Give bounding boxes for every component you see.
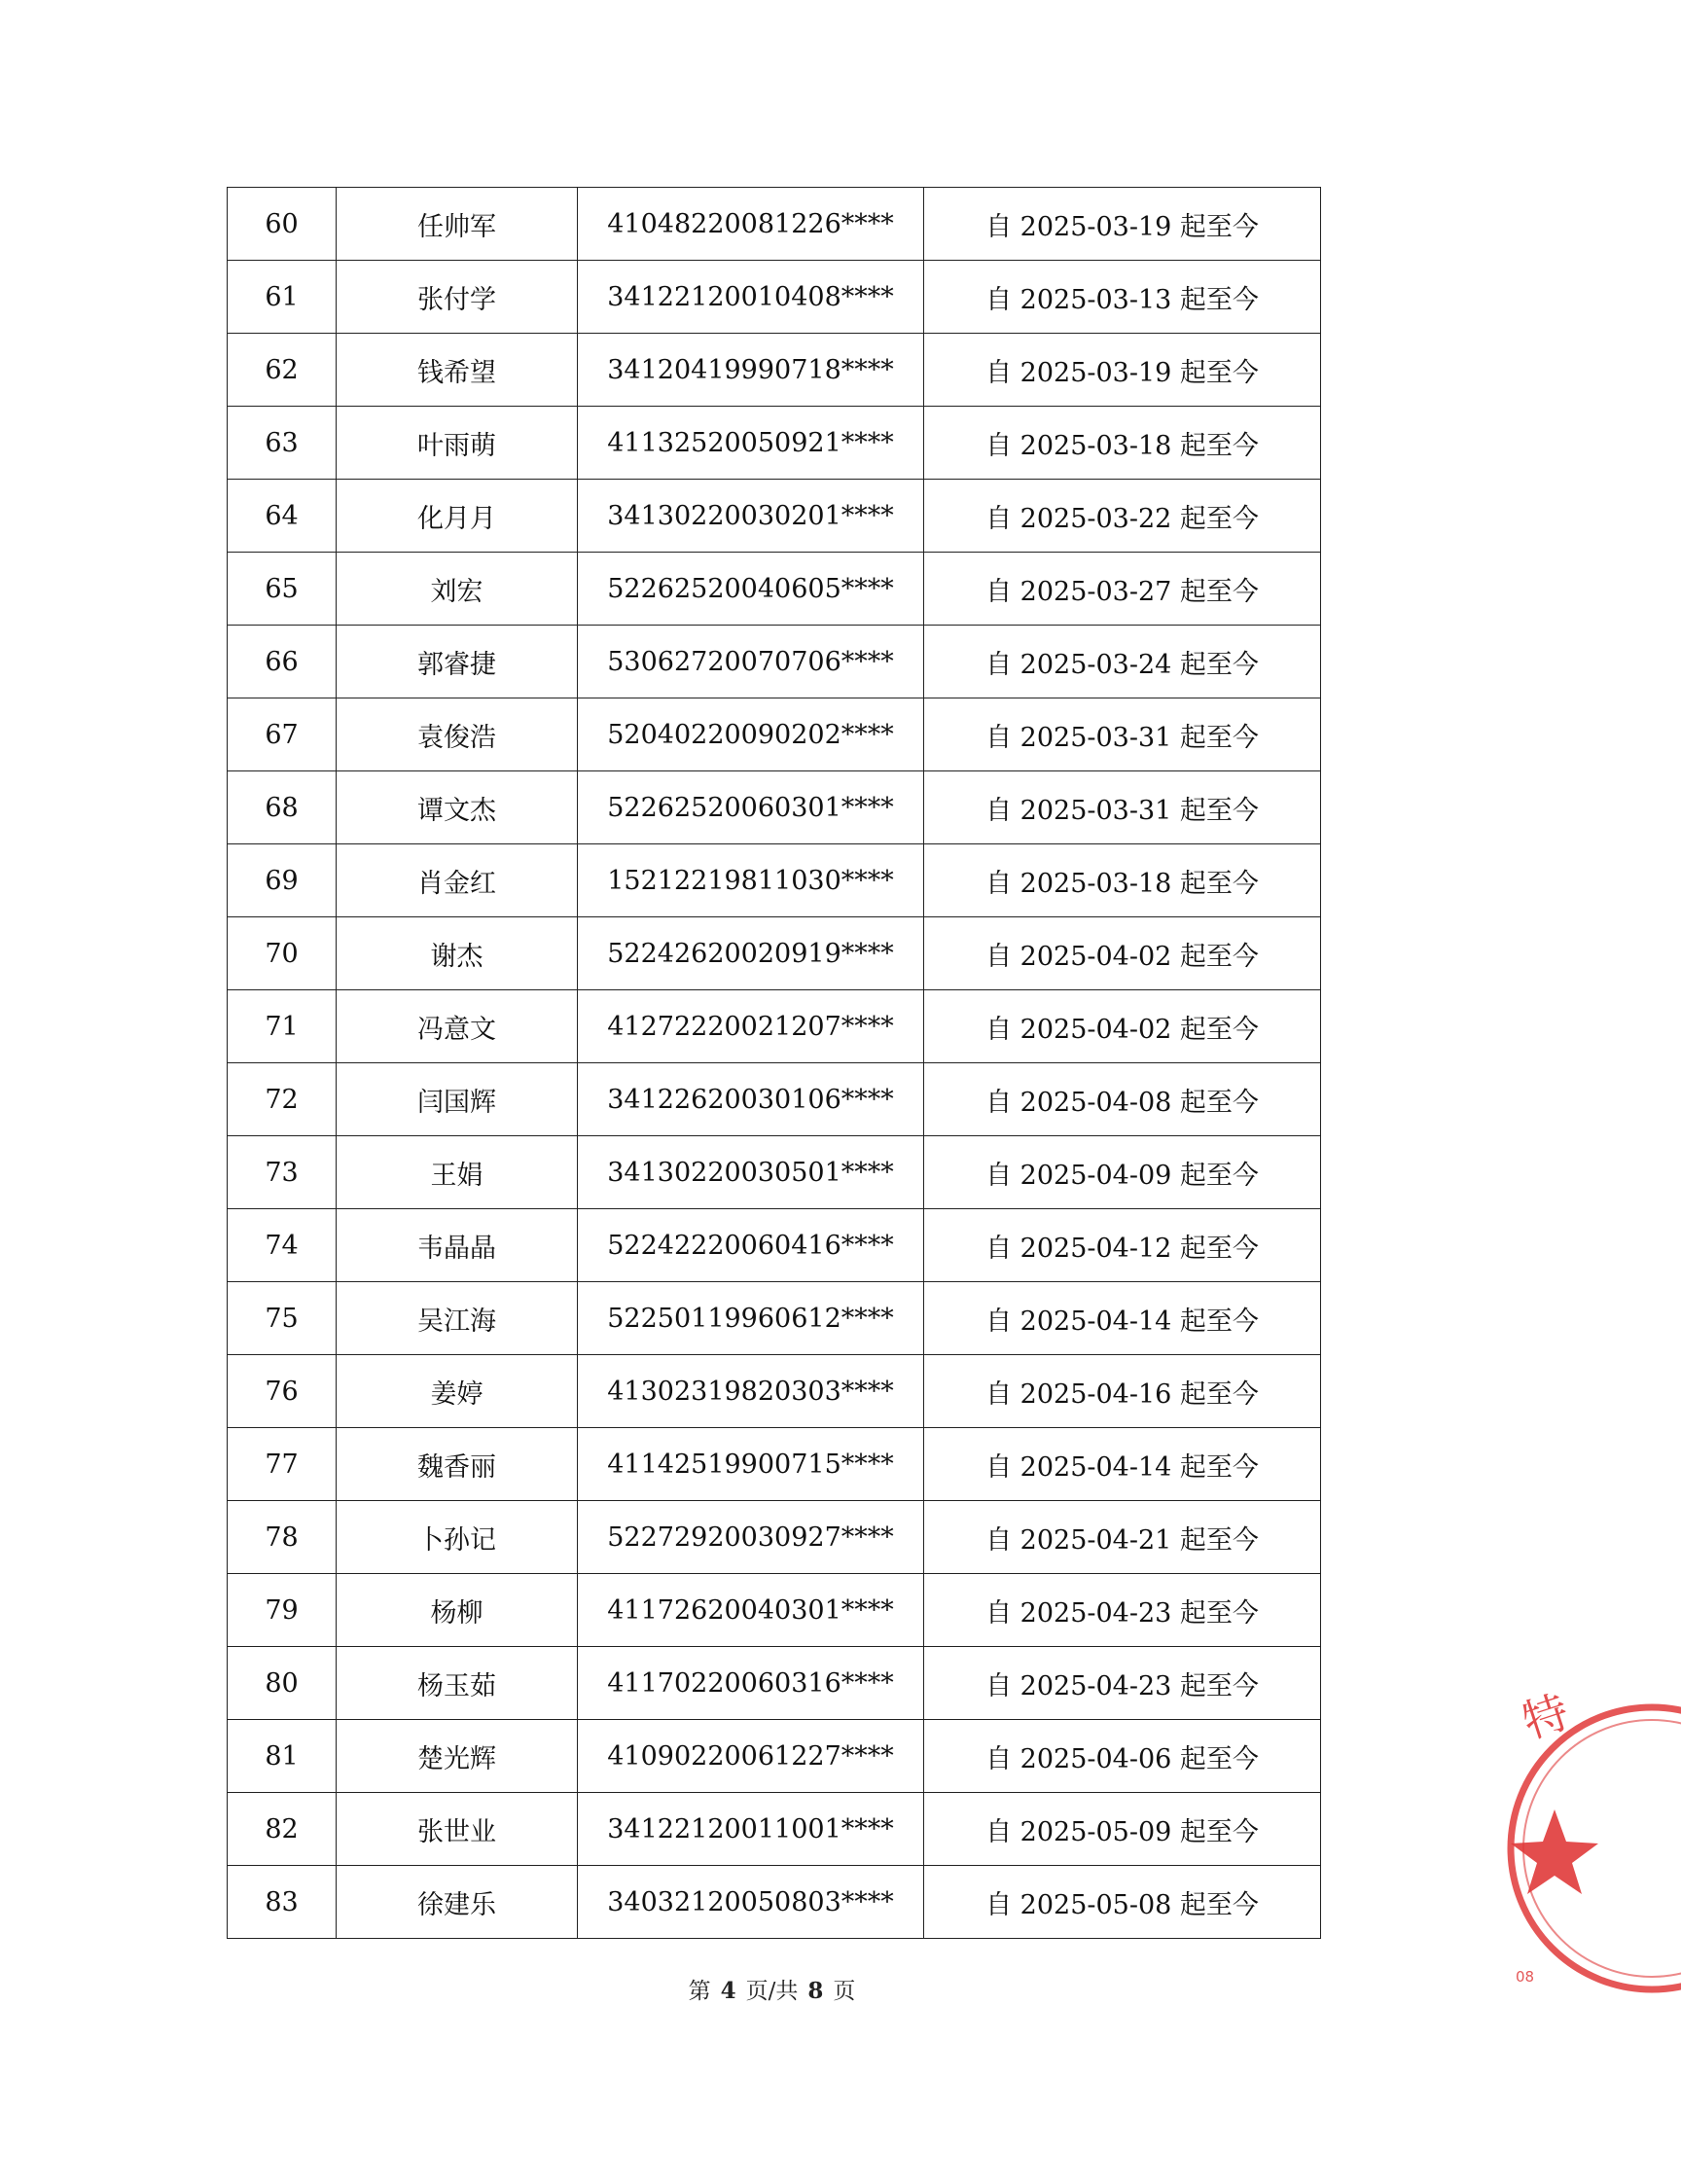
start-date-cell: 自 2025-04-08 起至今 <box>924 1063 1321 1136</box>
table-row <box>228 1574 1321 1647</box>
table-row <box>228 407 1321 480</box>
total-page-number: 8 <box>807 1978 824 2004</box>
name-cell: 韦晶晶 <box>337 1209 578 1282</box>
table-row <box>228 1793 1321 1866</box>
name-cell: 杨玉茹 <box>337 1647 578 1720</box>
table-row <box>228 334 1321 407</box>
table-row <box>228 1866 1321 1939</box>
id-number-cell: 34122620030106**** <box>578 1063 924 1136</box>
name-cell: 杨柳 <box>337 1574 578 1647</box>
id-number-cell: 52040220090202**** <box>578 698 924 771</box>
name-cell: 闫国辉 <box>337 1063 578 1136</box>
row-number-cell: 72 <box>228 1063 337 1136</box>
start-date-cell: 自 2025-04-23 起至今 <box>924 1647 1321 1720</box>
table-row <box>228 1720 1321 1793</box>
id-number-cell: 15212219811030**** <box>578 844 924 917</box>
start-date-cell: 自 2025-03-19 起至今 <box>924 334 1321 407</box>
id-number-cell: 52262520060301**** <box>578 771 924 844</box>
start-date-cell: 自 2025-04-06 起至今 <box>924 1720 1321 1793</box>
row-number-cell: 62 <box>228 334 337 407</box>
row-number-cell: 76 <box>228 1355 337 1428</box>
start-date-cell: 自 2025-05-09 起至今 <box>924 1793 1321 1866</box>
name-cell: 姜婷 <box>337 1355 578 1428</box>
row-number-cell: 63 <box>228 407 337 480</box>
start-date-cell: 自 2025-03-27 起至今 <box>924 553 1321 626</box>
start-date-cell: 自 2025-03-31 起至今 <box>924 698 1321 771</box>
table-row <box>228 698 1321 771</box>
current-page-number: 4 <box>720 1978 736 2004</box>
start-date-cell: 自 2025-04-02 起至今 <box>924 990 1321 1063</box>
seal-star-icon <box>1511 1809 1598 1894</box>
footer-middle: 页/共 <box>745 1979 799 2004</box>
row-number-cell: 70 <box>228 917 337 990</box>
row-number-cell: 81 <box>228 1720 337 1793</box>
row-number-cell: 64 <box>228 480 337 553</box>
start-date-cell: 自 2025-05-08 起至今 <box>924 1866 1321 1939</box>
id-number-cell: 52272920030927**** <box>578 1501 924 1574</box>
table-row <box>228 1136 1321 1209</box>
personnel-table <box>227 187 1321 1939</box>
start-date-cell: 自 2025-03-13 起至今 <box>924 261 1321 334</box>
row-number-cell: 65 <box>228 553 337 626</box>
name-cell: 钱希望 <box>337 334 578 407</box>
name-cell: 徐建乐 <box>337 1866 578 1939</box>
name-cell: 袁俊浩 <box>337 698 578 771</box>
row-number-cell: 73 <box>228 1136 337 1209</box>
start-date-cell: 自 2025-04-02 起至今 <box>924 917 1321 990</box>
table-row <box>228 553 1321 626</box>
start-date-cell: 自 2025-04-14 起至今 <box>924 1428 1321 1501</box>
start-date-cell: 自 2025-04-12 起至今 <box>924 1209 1321 1282</box>
start-date-cell: 自 2025-04-09 起至今 <box>924 1136 1321 1209</box>
name-cell: 化月月 <box>337 480 578 553</box>
row-number-cell: 78 <box>228 1501 337 1574</box>
footer-suffix: 页 <box>833 1979 856 2004</box>
row-number-cell: 82 <box>228 1793 337 1866</box>
page-footer <box>0 1973 1544 2005</box>
table-row <box>228 844 1321 917</box>
row-number-cell: 69 <box>228 844 337 917</box>
name-cell: 刘宏 <box>337 553 578 626</box>
start-date-cell: 自 2025-03-22 起至今 <box>924 480 1321 553</box>
start-date-cell: 自 2025-03-24 起至今 <box>924 626 1321 698</box>
name-cell: 卜孙记 <box>337 1501 578 1574</box>
seal-character: 特 <box>1516 1684 1576 1749</box>
id-number-cell: 52262520040605**** <box>578 553 924 626</box>
id-number-cell: 41048220081226**** <box>578 188 924 261</box>
name-cell: 肖金红 <box>337 844 578 917</box>
id-number-cell: 52242620020919**** <box>578 917 924 990</box>
id-number-cell: 52250119960612**** <box>578 1282 924 1355</box>
id-number-cell: 52242220060416**** <box>578 1209 924 1282</box>
id-number-cell: 34122120010408**** <box>578 261 924 334</box>
id-number-cell: 53062720070706**** <box>578 626 924 698</box>
id-number-cell: 34032120050803**** <box>578 1866 924 1939</box>
row-number-cell: 79 <box>228 1574 337 1647</box>
start-date-cell: 自 2025-03-18 起至今 <box>924 407 1321 480</box>
table-row <box>228 1209 1321 1282</box>
start-date-cell: 自 2025-04-23 起至今 <box>924 1574 1321 1647</box>
row-number-cell: 60 <box>228 188 337 261</box>
id-number-cell: 41172620040301**** <box>578 1574 924 1647</box>
footer-prefix: 第 <box>688 1979 711 2004</box>
id-number-cell: 34120419990718**** <box>578 334 924 407</box>
row-number-cell: 71 <box>228 990 337 1063</box>
id-number-cell: 41272220021207**** <box>578 990 924 1063</box>
name-cell: 楚光辉 <box>337 1720 578 1793</box>
name-cell: 吴江海 <box>337 1282 578 1355</box>
table-row <box>228 771 1321 844</box>
id-number-cell: 34130220030201**** <box>578 480 924 553</box>
start-date-cell: 自 2025-04-21 起至今 <box>924 1501 1321 1574</box>
table-row <box>228 626 1321 698</box>
table-row <box>228 188 1321 261</box>
table-row <box>228 480 1321 553</box>
table-row <box>228 1428 1321 1501</box>
name-cell: 谢杰 <box>337 917 578 990</box>
name-cell: 王娟 <box>337 1136 578 1209</box>
table-row <box>228 1501 1321 1574</box>
id-number-cell: 41142519900715**** <box>578 1428 924 1501</box>
id-number-cell: 41302319820303**** <box>578 1355 924 1428</box>
table-row <box>228 1282 1321 1355</box>
name-cell: 谭文杰 <box>337 771 578 844</box>
row-number-cell: 75 <box>228 1282 337 1355</box>
id-number-cell: 34130220030501**** <box>578 1136 924 1209</box>
id-number-cell: 41090220061227**** <box>578 1720 924 1793</box>
row-number-cell: 80 <box>228 1647 337 1720</box>
table-row <box>228 1647 1321 1720</box>
name-cell: 任帅军 <box>337 188 578 261</box>
table-row <box>228 1063 1321 1136</box>
row-number-cell: 77 <box>228 1428 337 1501</box>
name-cell: 张世业 <box>337 1793 578 1866</box>
name-cell: 张付学 <box>337 261 578 334</box>
id-number-cell: 41132520050921**** <box>578 407 924 480</box>
id-number-cell: 34122120011001**** <box>578 1793 924 1866</box>
seal-edge-digits: 08 <box>1516 1968 1535 1986</box>
start-date-cell: 自 2025-04-16 起至今 <box>924 1355 1321 1428</box>
table-row <box>228 1355 1321 1428</box>
row-number-cell: 68 <box>228 771 337 844</box>
start-date-cell: 自 2025-03-31 起至今 <box>924 771 1321 844</box>
id-number-cell: 41170220060316**** <box>578 1647 924 1720</box>
name-cell: 叶雨萌 <box>337 407 578 480</box>
row-number-cell: 74 <box>228 1209 337 1282</box>
row-number-cell: 66 <box>228 626 337 698</box>
table-row <box>228 917 1321 990</box>
official-seal-stamp <box>1506 1678 1681 2019</box>
table-row <box>228 261 1321 334</box>
start-date-cell: 自 2025-04-14 起至今 <box>924 1282 1321 1355</box>
start-date-cell: 自 2025-03-19 起至今 <box>924 188 1321 261</box>
start-date-cell: 自 2025-03-18 起至今 <box>924 844 1321 917</box>
row-number-cell: 83 <box>228 1866 337 1939</box>
row-number-cell: 61 <box>228 261 337 334</box>
name-cell: 魏香丽 <box>337 1428 578 1501</box>
row-number-cell: 67 <box>228 698 337 771</box>
table-body <box>228 188 1321 1939</box>
name-cell: 郭睿捷 <box>337 626 578 698</box>
table-row <box>228 990 1321 1063</box>
name-cell: 冯意文 <box>337 990 578 1063</box>
